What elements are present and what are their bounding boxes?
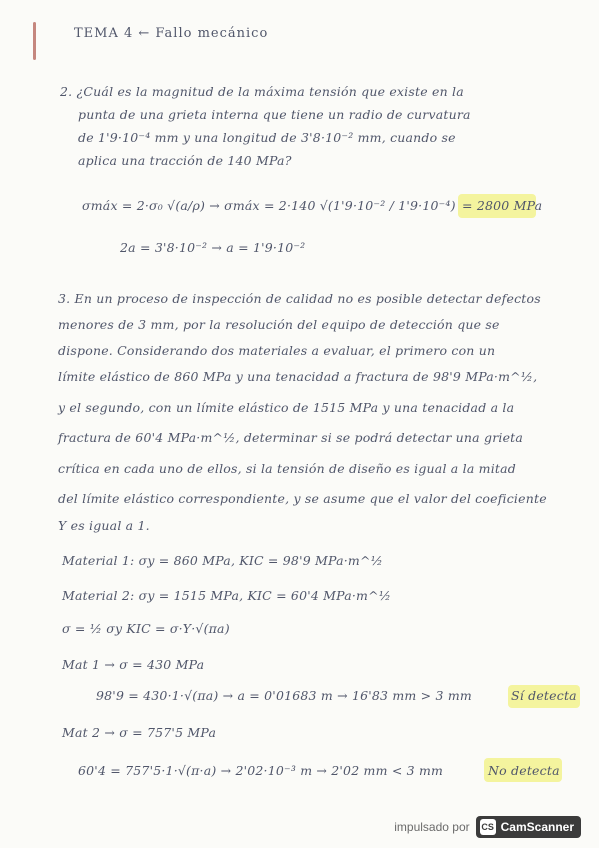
q3-line-5: y el segundo, con un límite elástico de 1515 MPa y una tenacidad a la xyxy=(58,400,515,415)
q2-line-4: aplica una tracción de 140 MPa? xyxy=(78,153,292,168)
q3-mat2-calc: 60'4 = 757'5·1·√(π·a) → 2'02·10⁻³ m → 2'02 mm < 3 mm xyxy=(78,763,444,778)
q3-material-1: Material 1: σy = 860 MPa, KIC = 98'9 MPa·m^½ xyxy=(62,553,383,568)
q3-line-6: fractura de 60'4 MPa·m^½, determinar si se podrá detectar una grieta xyxy=(58,430,524,445)
q3-mat1-calc: 98'9 = 430·1·√(πa) → a = 0'01683 m → 16'83 mm > 3 mm xyxy=(96,688,472,703)
q3-line-2: menores de 3 mm, por la resolución del equipo de detección que se xyxy=(58,317,500,332)
q3-material-2: Material 2: σy = 1515 MPa, KIC = 60'4 MPa·m^½ xyxy=(62,588,392,603)
q3-line-8: del límite elástico correspondiente, y se asume que el valor del coeficiente xyxy=(58,491,547,506)
q3-line-3: dispone. Considerando dos materiales a evaluar, el primero con un xyxy=(58,343,496,358)
q2-formula: σmáx = 2·σ₀ √(a/ρ) → σmáx = 2·140 √(1'9·10⁻² / 1'9·10⁻⁴) xyxy=(82,198,456,213)
page-title: TEMA 4 ← Fallo mecánico xyxy=(74,26,269,41)
q3-line-9: Y es igual a 1. xyxy=(58,518,150,533)
q3-mat1-stress: Mat 1 → σ = 430 MPa xyxy=(62,657,205,672)
q2-line-3: de 1'9·10⁻⁴ mm y una longitud de 3'8·10⁻² mm, cuando se xyxy=(78,130,456,145)
camscanner-logo xyxy=(476,816,581,838)
q3-line-7: crítica en cada uno de ellos, si la tensión de diseño es igual a la mitad xyxy=(58,461,516,476)
camscanner-footer xyxy=(394,816,581,838)
q2-line-1: 2. ¿Cuál es la magnitud de la máxima tensión que existe en la xyxy=(60,84,464,99)
q3-mat2-stress: Mat 2 → σ = 757'5 MPa xyxy=(62,725,217,740)
q2-line-2: punta de una grieta interna que tiene un radio de curvatura xyxy=(78,107,471,122)
q3-line-4: límite elástico de 860 MPa y una tenacidad a fractura de 98'9 MPa·m^½, xyxy=(58,369,538,384)
camscanner-icon: CS xyxy=(480,819,496,835)
q3-mat2-result: No detecta xyxy=(488,763,560,778)
q3-mat1-result: Sí detecta xyxy=(511,688,577,703)
q3-relations: σ = ½ σy KIC = σ·Y·√(πa) xyxy=(62,621,230,636)
q2-length-note: 2a = 3'8·10⁻² → a = 1'9·10⁻² xyxy=(120,240,306,255)
footer-prefix: impulsado por xyxy=(394,820,470,834)
footer-brand: CamScanner xyxy=(500,820,574,834)
margin-mark xyxy=(33,22,36,60)
q3-line-1: 3. En un proceso de inspección de calidad no es posible detectar defectos xyxy=(58,291,541,306)
q2-result: = 2800 MPa xyxy=(462,198,543,213)
